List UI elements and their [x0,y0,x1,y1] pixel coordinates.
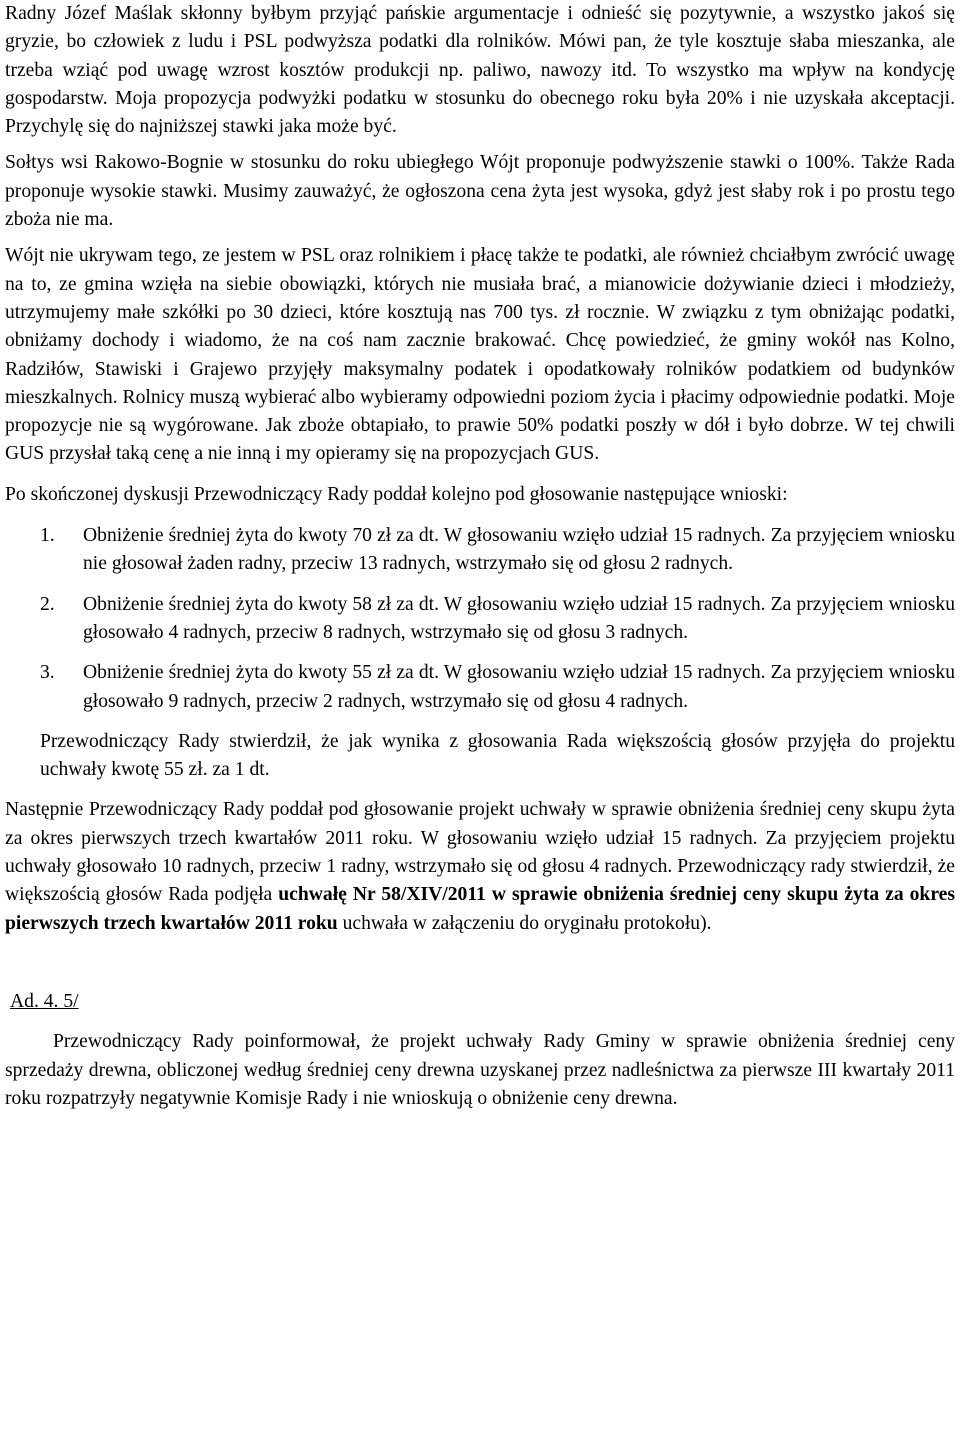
motion-text: Obniżenie średniej żyta do kwoty 70 zł za dt. W głosowaniu wzięło udział 15 radnych. Za przyjęciem wniosku nie głosował żaden radny, przeciw 13 radnych, wstrzymało się od głosu 2 radnych. [83,525,955,575]
paragraph-maslak: Radny Józef Maślak skłonny byłbym przyjąć pańskie argumentacje i odnieść się pozytywnie, a wszystko jakoś się gryzie, bo człowiek z ludu i PSL podwyższa podatki dla rolników. Mówi pan, że tyle kosztuje słaba mieszanka, ale trzeba wziąć pod uwagę wzrost kosztów produkcji np. paliwo, nawozy itd. To wszystko ma wpływ na kondycję gospodarstw. Moja propozycja podwyżki podatku w stosunku do obecnego roku była 20% i nie uzyskała akceptacji. Przychylę się do najniższej stawki jaka może być. [5,3,955,138]
motion-number: 3. [40,662,55,684]
list-item [5,659,955,716]
section-heading: Ad. 4. 5/ [10,990,79,1012]
list-item [5,522,955,579]
paragraph-wojt: Wójt nie ukrywam tego, ze jestem w PSL oraz rolnikiem i płacę także te podatki, ale również chciałbym zwrócić uwagę na to, ze gmina wzięła na siebie obowiązki, których nie musiała brać, a mianowicie dożywianie dzieci i młodzieży, utrzymujemy małe szkółki po 30 dzieci, które kosztują nas 700 tys. zł rocznie. W związku z tym obniżając podatki, obniżamy dochody i wiadomo, że na coś nam zacznie brakować. Chcę powiedzieć, że gminy wokół nas Kolno, Radziłów, Stawiski i Grajewo przyjęły maksymalny podatek i opodatkowały rolników podatkiem od budynków mieszkalnych. Rolnicy muszą wybierać albo wybieramy odpowiedni poziom życia i płacimy odpowiednie podatki. Moje propozycje nie są wygórowane. Jak zboże obtapiało, to prawie 50% podatki poszły w dół i było dobrze. W tej chwili GUS przysłał taką cenę a nie inną i my opieramy się na propozycjach GUS. [5,245,955,465]
document-page [5,0,955,1113]
motion-text: Obniżenie średniej żyta do kwoty 58 zł za dt. W głosowaniu wzięło udział 15 radnych. Za przyjęciem wniosku głosowało 4 radnych, przeciw 8 radnych, wstrzymało się od głosu 3 radnych. [83,593,955,643]
motion-number: 1. [40,525,55,547]
paragraph-conclusion: Przewodniczący Rady stwierdził, że jak wynika z głosowania Rada większością głosów przyjęła do projektu uchwały kwotę 55 zł. za 1 dt. [40,730,955,781]
paragraph-soltys: Sołtys wsi Rakowo-Bognie w stosunku do roku ubiegłego Wójt proponuje podwyższenie stawki o 100%. Także Rada proponuje wysokie stawki. Musimy zauważyć, że ogłoszona cena żyta jest wysoka, gdyż jest słaby rok i po prostu tego zboża nie ma. [5,152,955,231]
motions-list [5,522,955,716]
paragraph-resolution [5,796,955,937]
motion-number: 2. [40,593,55,615]
paragraph-wood-price: Przewodniczący Rady poinformował, że projekt uchwały Rady Gminy w sprawie obniżenia średniej ceny sprzedaży drewna, obliczonej według średniej ceny drewna uzyskanej przez nadleśnictwa za pierwsze III kwartały 2011 roku rozpatrzyły negatywnie Komisje Rady i nie wnioskują o obniżenie ceny drewna. [5,1031,955,1109]
resolution-text-after: uchwała w załączeniu do oryginału protokołu). [342,912,712,934]
resolution-title: uchwałę Nr 58/XIV/2011 w sprawie obniżenia średniej ceny skupu żyta za okres pierwszych trzech kwartałów 2011 roku [5,884,955,934]
paragraph-discussion-end: Po skończonej dyskusji Przewodniczący Rady poddał kolejno pod głosowanie następujące wnioski: [5,483,788,505]
resolution-text-before: Następnie Przewodniczący Rady poddał pod głosowanie projekt uchwały w sprawie obniżenia średniej ceny skupu żyta za okres pierwszych trzech kwartałów 2011 roku. W głosowaniu wzięło udział 15 radnych. Za przyjęciem projektu uchwały głosowało 10 radnych, przeciw 1 radny, wstrzymało się od głosu 4 radnych. Przewodniczący rady stwierdził, że większością głosów Rada podjęła [5,799,955,906]
motion-text: Obniżenie średniej żyta do kwoty 55 zł za dt. W głosowaniu wzięło udział 15 radnych. Za przyjęciem wniosku głosowało 9 radnych, przeciw 2 radnych, wstrzymało się od głosu 4 radnych. [83,662,955,712]
list-item [5,591,955,648]
